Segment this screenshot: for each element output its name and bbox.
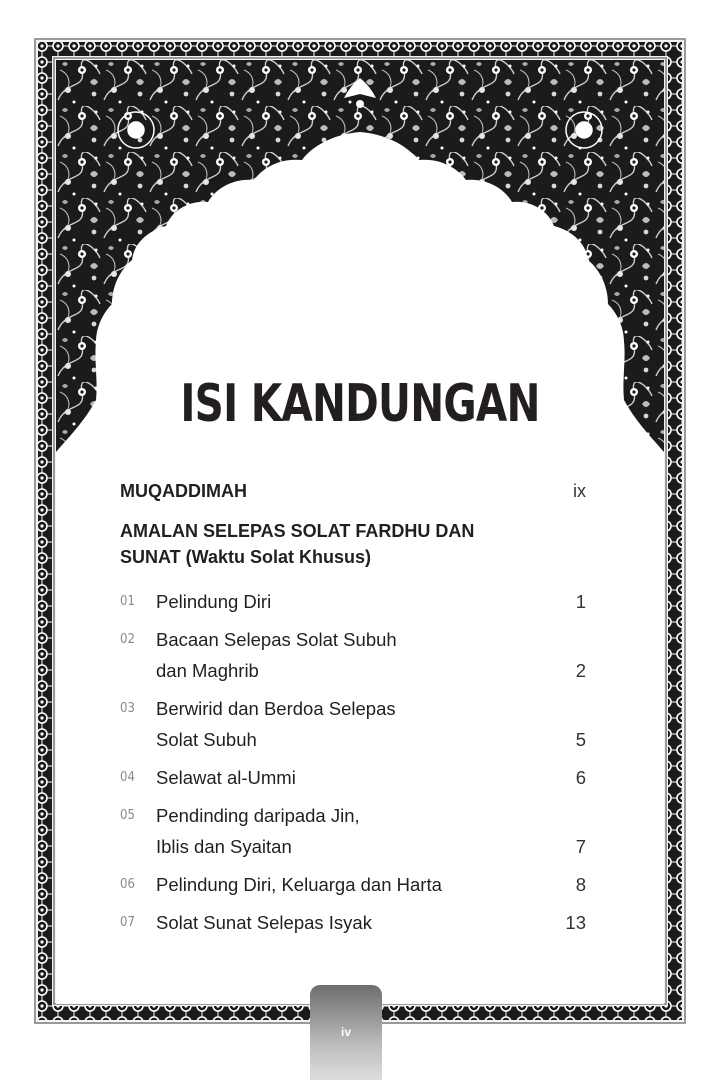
section-title: MUQADDIMAH <box>120 481 247 501</box>
entry-title: Pendinding daripada Jin, Iblis dan Syaitan <box>156 805 360 857</box>
entry-page: 13 <box>565 912 586 933</box>
entry-number: 05 <box>120 808 135 823</box>
entry-page: 5 <box>575 729 586 750</box>
toc-entry[interactable] <box>120 693 586 755</box>
entry-page: 7 <box>575 836 586 857</box>
toc-entry[interactable] <box>120 869 586 900</box>
entry-number: 01 <box>120 594 135 609</box>
toc-section-row[interactable] <box>120 518 550 570</box>
entry-number: 04 <box>120 770 135 785</box>
toc-entry[interactable] <box>120 800 586 862</box>
entry-title: Bacaan Selepas Solat Subuh dan Maghrib <box>156 629 397 681</box>
section-page: ix <box>573 481 586 501</box>
entry-page: 6 <box>575 767 586 788</box>
toc-entry[interactable] <box>120 907 586 938</box>
section-title: AMALAN SELEPAS SOLAT FARDHU DAN SUNAT (Waktu Solat Khusus) <box>120 521 475 567</box>
toc-section-row[interactable] <box>120 478 586 504</box>
entry-page: 8 <box>575 874 586 895</box>
page-number-tab <box>310 985 382 1080</box>
entry-number: 02 <box>120 632 135 647</box>
entry-title: Solat Sunat Selepas Isyak <box>156 912 372 933</box>
page-number: iv <box>340 1025 351 1039</box>
entry-number: 07 <box>120 915 135 930</box>
toc-entry[interactable] <box>120 586 586 617</box>
entry-title: Pelindung Diri, Keluarga dan Harta <box>156 874 442 895</box>
page-title: ISI KANDUNGAN <box>180 374 540 434</box>
toc-entry[interactable] <box>120 762 586 793</box>
entry-number: 03 <box>120 701 135 716</box>
table-of-contents <box>120 478 586 938</box>
entry-number: 06 <box>120 877 135 892</box>
toc-entry[interactable] <box>120 624 586 686</box>
entry-page: 2 <box>575 660 586 681</box>
entry-title: Selawat al-Ummi <box>156 767 296 788</box>
entry-title: Berwirid dan Berdoa Selepas Solat Subuh <box>156 698 396 750</box>
entry-page: 1 <box>575 591 586 612</box>
entry-title: Pelindung Diri <box>156 591 272 612</box>
